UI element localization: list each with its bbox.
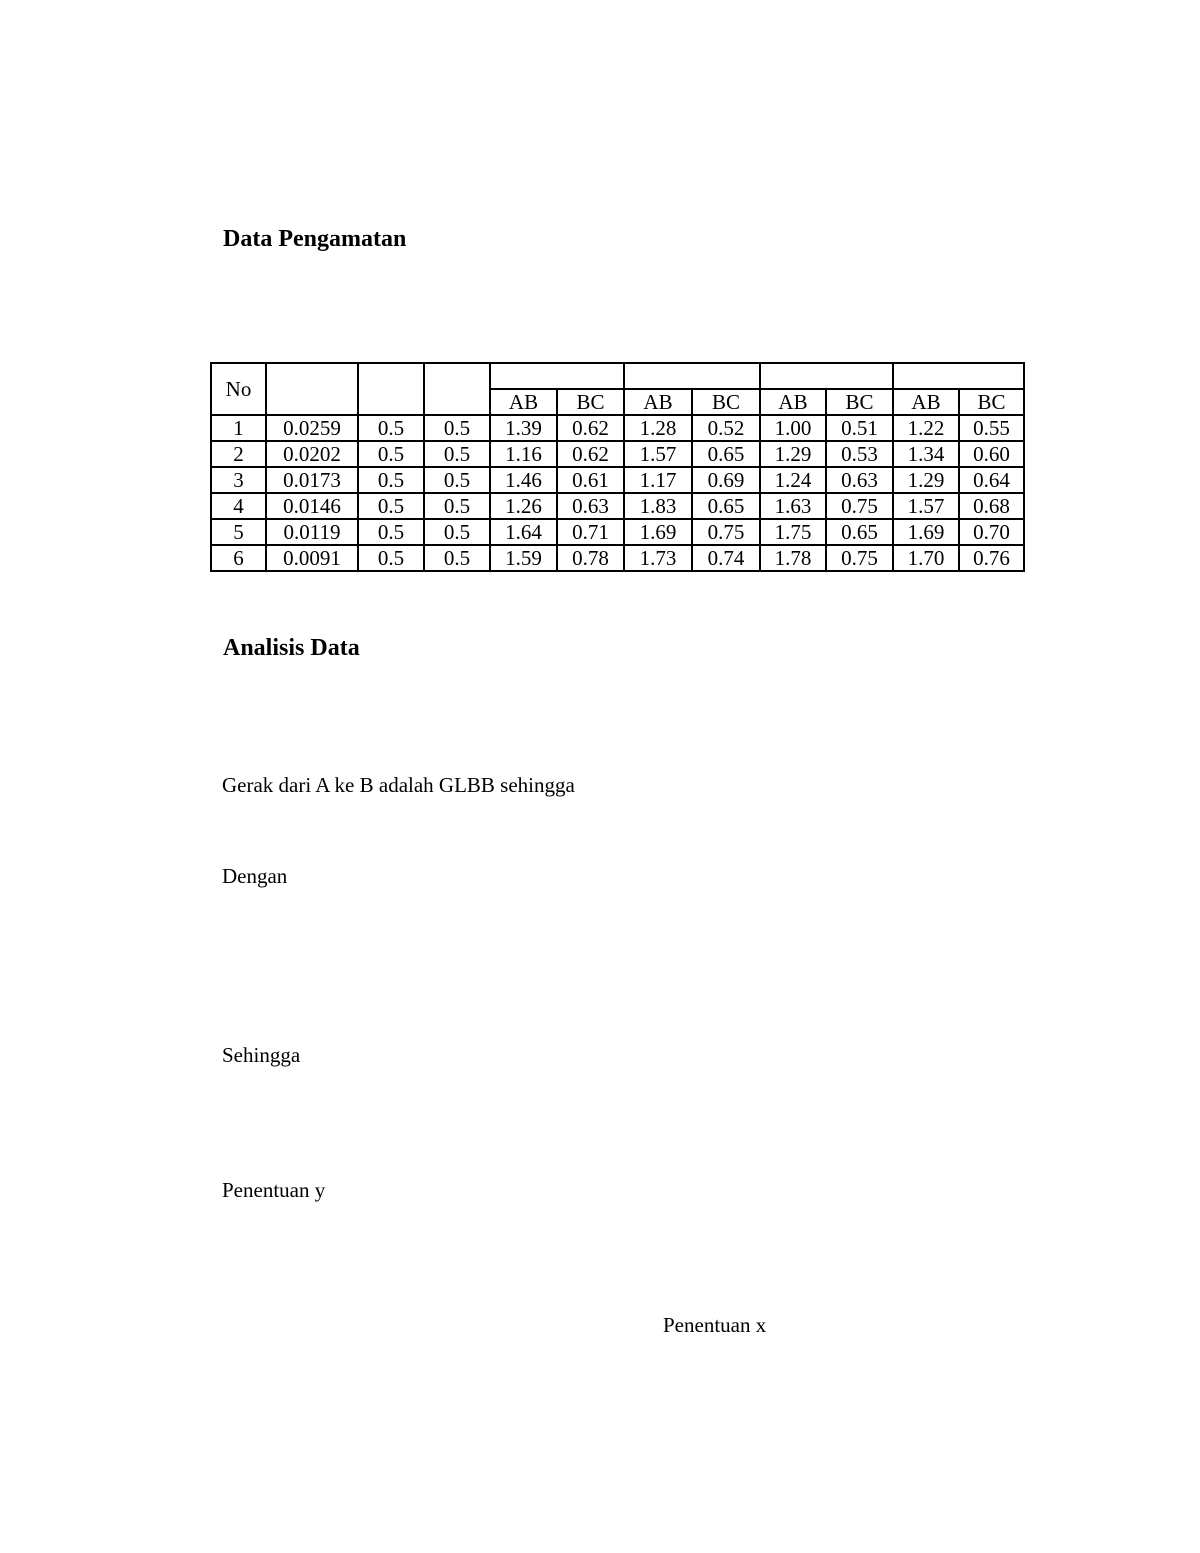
row-number-cell: 3	[211, 467, 266, 493]
header-group-1	[490, 363, 624, 389]
table-cell: 1.69	[624, 519, 692, 545]
subheader-cell: BC	[692, 389, 760, 415]
table-cell: 1.57	[893, 493, 959, 519]
row-number-cell: 1	[211, 415, 266, 441]
table-cell: 1.26	[490, 493, 557, 519]
analysis-title: Analisis Data	[223, 635, 360, 661]
analysis-text-sehingga: Sehingga	[222, 1043, 301, 1067]
table-cell: 0.5	[358, 519, 424, 545]
table-cell: 0.78	[557, 545, 624, 571]
table-cell: 0.5	[424, 441, 490, 467]
table-cell: 0.71	[557, 519, 624, 545]
table-cell: 0.5	[358, 493, 424, 519]
table-row	[211, 493, 1024, 519]
table-cell: 0.52	[692, 415, 760, 441]
table-cell: 1.78	[760, 545, 826, 571]
header-blank	[424, 363, 490, 415]
table-cell: 1.59	[490, 545, 557, 571]
table-cell: 0.5	[424, 519, 490, 545]
subheader-cell: AB	[624, 389, 692, 415]
table-cell: 0.0173	[266, 467, 358, 493]
table-cell: 1.29	[893, 467, 959, 493]
observation-table	[210, 362, 1025, 572]
table-cell: 1.64	[490, 519, 557, 545]
table-cell: 1.17	[624, 467, 692, 493]
table-cell: 1.22	[893, 415, 959, 441]
table-cell: 0.63	[826, 467, 893, 493]
subheader-cell: BC	[826, 389, 893, 415]
table-cell: 0.55	[959, 415, 1024, 441]
table-cell: 0.0091	[266, 545, 358, 571]
table-cell: 0.5	[424, 415, 490, 441]
table-cell: 1.69	[893, 519, 959, 545]
table-row	[211, 545, 1024, 571]
table-cell: 0.75	[692, 519, 760, 545]
table-cell: 1.00	[760, 415, 826, 441]
header-group-2	[624, 363, 760, 389]
header-blank	[358, 363, 424, 415]
table-cell: 0.64	[959, 467, 1024, 493]
header-no: No	[211, 363, 266, 415]
analysis-text-glbb: Gerak dari A ke B adalah GLBB sehingga	[222, 773, 575, 797]
table-row	[211, 519, 1024, 545]
header-blank	[266, 363, 358, 415]
table-cell: 0.0202	[266, 441, 358, 467]
table-cell: 1.73	[624, 545, 692, 571]
table-cell: 0.65	[692, 441, 760, 467]
table-cell: 0.5	[424, 467, 490, 493]
row-number-cell: 4	[211, 493, 266, 519]
analysis-text-penentuan-y: Penentuan y	[222, 1178, 326, 1202]
row-number-cell: 6	[211, 545, 266, 571]
table-header-row-group	[211, 363, 1024, 389]
table-cell: 1.39	[490, 415, 557, 441]
table-cell: 0.68	[959, 493, 1024, 519]
table-cell: 0.65	[826, 519, 893, 545]
table-cell: 1.28	[624, 415, 692, 441]
table-cell: 1.29	[760, 441, 826, 467]
table-cell: 1.83	[624, 493, 692, 519]
table-cell: 0.75	[826, 545, 893, 571]
table-cell: 1.63	[760, 493, 826, 519]
table-cell: 1.57	[624, 441, 692, 467]
table-cell: 0.76	[959, 545, 1024, 571]
table-cell: 1.16	[490, 441, 557, 467]
table-cell: 0.62	[557, 415, 624, 441]
table-cell: 0.75	[826, 493, 893, 519]
analysis-text-penentuan-x: Penentuan x	[663, 1313, 767, 1337]
subheader-cell: AB	[490, 389, 557, 415]
table-cell: 1.34	[893, 441, 959, 467]
table-cell: 0.74	[692, 545, 760, 571]
table-cell: 0.5	[358, 441, 424, 467]
table-cell: 0.51	[826, 415, 893, 441]
table-cell: 1.75	[760, 519, 826, 545]
subheader-cell: BC	[959, 389, 1024, 415]
table-cell: 0.70	[959, 519, 1024, 545]
table-row	[211, 415, 1024, 441]
table-cell: 0.53	[826, 441, 893, 467]
table-cell: 0.69	[692, 467, 760, 493]
table-cell: 0.0259	[266, 415, 358, 441]
table-cell: 0.5	[424, 493, 490, 519]
table-cell: 0.61	[557, 467, 624, 493]
analysis-text-dengan: Dengan	[222, 864, 288, 888]
header-group-4	[893, 363, 1024, 389]
table-cell: 0.5	[358, 415, 424, 441]
subheader-cell: BC	[557, 389, 624, 415]
table-cell: 1.70	[893, 545, 959, 571]
observation-title: Data Pengamatan	[223, 226, 407, 252]
table-cell: 0.63	[557, 493, 624, 519]
table-cell: 0.5	[424, 545, 490, 571]
table-cell: 1.24	[760, 467, 826, 493]
table-cell: 0.0119	[266, 519, 358, 545]
row-number-cell: 5	[211, 519, 266, 545]
table-cell: 0.5	[358, 467, 424, 493]
table-cell: 0.62	[557, 441, 624, 467]
subheader-cell: AB	[893, 389, 959, 415]
table-cell: 0.65	[692, 493, 760, 519]
table-cell: 0.5	[358, 545, 424, 571]
table-cell: 1.46	[490, 467, 557, 493]
subheader-cell: AB	[760, 389, 826, 415]
row-number-cell: 2	[211, 441, 266, 467]
table-row	[211, 467, 1024, 493]
table-cell: 0.60	[959, 441, 1024, 467]
table-row	[211, 441, 1024, 467]
header-group-3	[760, 363, 893, 389]
table-cell: 0.0146	[266, 493, 358, 519]
